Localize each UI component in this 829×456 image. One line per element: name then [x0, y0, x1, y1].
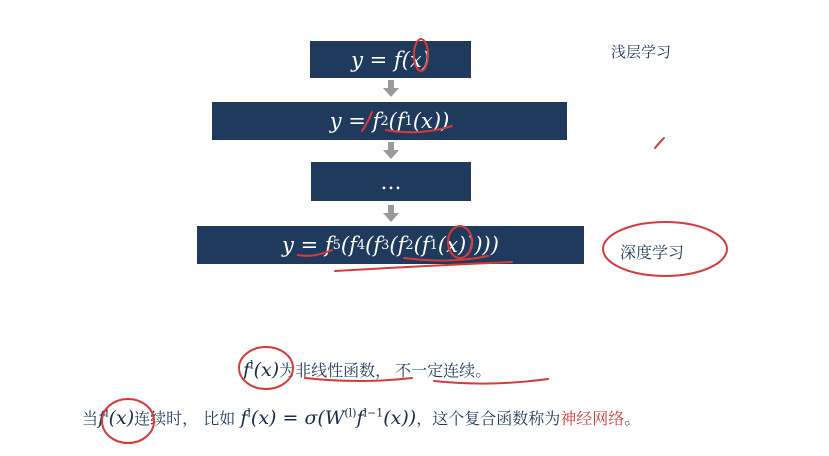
line2-text: ，这个复合函数称为 [416, 409, 561, 428]
line2-text: 。 [624, 409, 641, 428]
ink-circle-fl-2 [102, 399, 154, 443]
math-f: f [98, 407, 106, 429]
box2-part: (x)) [412, 109, 450, 133]
line2-text: 连续时， 比如 [134, 409, 241, 428]
ink-circle-fl-1 [239, 347, 296, 389]
ink-underline-box2 [386, 126, 452, 132]
box4-part: (f [365, 233, 382, 257]
box2-sup: 1 [404, 113, 413, 129]
box4-sup: 3 [381, 237, 390, 253]
nonlinear-function-text: 非线性函数 [295, 361, 376, 380]
ink-underline-not-continuous [434, 379, 548, 384]
ink-mark-f5 [298, 250, 332, 256]
box4-sup: 5 [332, 237, 341, 253]
formula-sup: l−1 [363, 406, 384, 420]
ink-circle-x-deep [448, 226, 472, 258]
ink-underline-nonlinear [305, 378, 412, 381]
shallow-learning-label: 浅层学习 [611, 43, 672, 61]
line2-text: 当 [82, 409, 99, 428]
formula-sup: l [247, 406, 251, 420]
box2-part: y = f [329, 109, 381, 133]
box1-suffix: ) [421, 47, 430, 72]
ellipsis-text: … [380, 169, 402, 194]
box1-prefix: y = f( [351, 47, 410, 72]
ink-mark-f2 [362, 112, 372, 131]
formula-part: f [356, 407, 364, 429]
neural-network-term: 神经网络 [560, 409, 625, 428]
formula-sup: (l) [344, 406, 357, 420]
ink-circle-deep-label [603, 222, 727, 276]
box1-var: x [409, 47, 422, 72]
box2-part: (f [388, 109, 405, 133]
ink-underline-deep-2 [335, 262, 512, 271]
box4-sup: 2 [405, 237, 414, 253]
box4-part: (f [413, 233, 430, 257]
ink-tick [655, 138, 664, 148]
math-sup: l [105, 406, 109, 420]
math-f: f [243, 359, 251, 381]
not-continuous-text: 不一定连续 [395, 361, 476, 380]
math-sup: l [250, 358, 254, 372]
math-arg: (x) [108, 407, 135, 429]
line1-text: 为 [279, 361, 296, 380]
deep-learning-label: 深度学习 [620, 243, 685, 262]
box4-part: (f [340, 233, 357, 257]
box4-sup: 4 [356, 237, 366, 253]
box4-part: y = f [282, 233, 333, 257]
box4-part: (x))))) [437, 233, 499, 257]
math-arg: (x) [253, 359, 280, 381]
box4-sup: 1 [429, 237, 438, 253]
formula-part: (x) = σ(W [250, 407, 345, 429]
formula-part: (x)) [383, 407, 417, 429]
line1-text: ， [375, 361, 392, 380]
box4-part: (f [389, 233, 406, 257]
line1-text: 。 [475, 361, 492, 380]
formula-part: f [240, 407, 248, 429]
ink-circle-x [414, 39, 428, 71]
ink-underline-deep-1 [404, 256, 488, 261]
box2-sup: 2 [380, 113, 389, 129]
